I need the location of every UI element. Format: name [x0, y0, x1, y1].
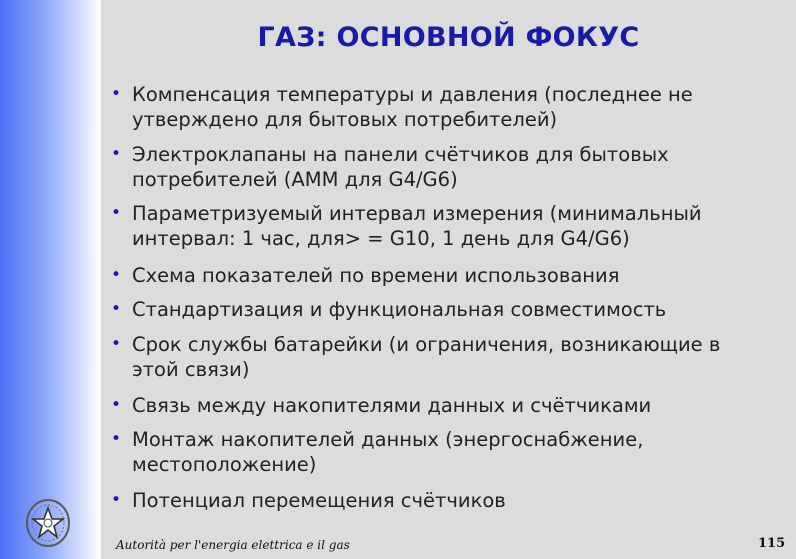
- bullet-marker-icon: •: [111, 490, 122, 510]
- bullet-item: [108, 201, 768, 251]
- bullet-item: [108, 332, 768, 382]
- bullet-item: [108, 427, 768, 477]
- bullet-text: Параметризуемый интервал измерения (минимальный интервал: 1 час, для> = G10, 1 день для G4/G6): [132, 202, 702, 250]
- bullet-marker-icon: •: [111, 144, 122, 164]
- bullet-text: Связь между накопителями данных и счётчиками: [132, 394, 652, 417]
- bullet-text: Электроклапаны на панели счётчиков для бытовых потребителей (AMM для G4/G6): [132, 143, 669, 191]
- bullet-item: [108, 297, 768, 322]
- bullet-item: [108, 82, 768, 132]
- bullet-marker-icon: •: [111, 265, 122, 285]
- footer-organization: Autorità per l'energia elettrica e il gas: [116, 538, 350, 552]
- bullet-text: Схема показателей по времени использования: [132, 264, 620, 287]
- bullet-item: [108, 263, 768, 288]
- slide-title: ГАЗ: ОСНОВНОЙ ФОКУС: [257, 22, 640, 53]
- bullet-item: [108, 142, 768, 192]
- italian-republic-emblem-icon: [24, 497, 72, 549]
- bullet-text: Срок службы батарейки (и ограничения, возникающие в этой связи): [132, 333, 721, 381]
- bullet-text: Потенциал перемещения счётчиков: [132, 489, 506, 512]
- bullet-item: [108, 488, 768, 513]
- bullet-marker-icon: •: [111, 395, 122, 415]
- bullet-marker-icon: •: [111, 299, 122, 319]
- bullet-item: [108, 393, 768, 418]
- bullet-marker-icon: •: [111, 84, 122, 104]
- left-sidebar-gradient: [0, 0, 101, 559]
- bullet-text: Монтаж накопителей данных (энергоснабжение, местоположение): [132, 428, 644, 476]
- bullet-marker-icon: •: [111, 429, 122, 449]
- bullet-text: Стандартизация и функциональная совместимость: [132, 298, 667, 321]
- bullet-marker-icon: •: [111, 334, 122, 354]
- page-number: 115: [758, 536, 786, 551]
- bullet-marker-icon: •: [111, 203, 122, 223]
- bullet-text: Компенсация температуры и давления (последнее не утверждено для бытовых потребителей): [132, 83, 693, 131]
